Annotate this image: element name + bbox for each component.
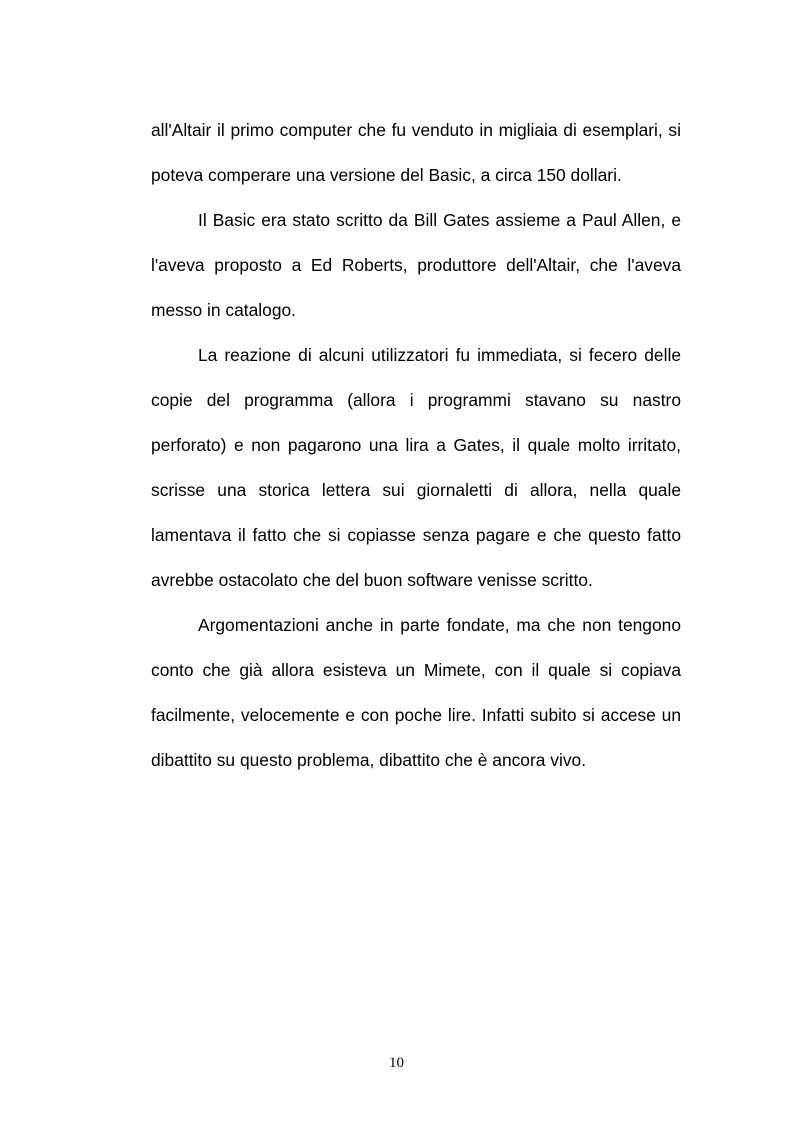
paragraph-basic-authors: Il Basic era stato scritto da Bill Gates assieme a Paul Allen, e l'aveva proposto a Ed Roberts, produttore dell'Altair, che l'aveva messo in catalogo. <box>151 210 681 320</box>
paragraph-user-reaction: La reazione di alcuni utilizzatori fu immediata, si fecero delle copie del programma (allora i programmi stavano su nastro perforato) e non pagarono una lira a Gates, il quale molto irritato, scrisse una storica lettera sui giornaletti di allora, nella quale lamentava il fatto che si copiasse senza pagare e che questo fatto avrebbe ostacolato che del buon software venisse scritto. <box>151 345 681 590</box>
page-number: 10 <box>389 1055 404 1071</box>
paragraph-continuation: all'Altair il primo computer che fu venduto in migliaia di esemplari, si poteva comperare una versione del Basic, a circa 150 dollari. <box>151 120 681 185</box>
document-body <box>151 108 681 783</box>
paragraph-arguments: Argomentazioni anche in parte fondate, ma che non tengono conto che già allora esisteva un Mimete, con il quale si copiava facilmente, velocemente e con poche lire. Infatti subito si accese un dibattito su questo problema, dibattito che è ancora vivo. <box>151 615 681 770</box>
